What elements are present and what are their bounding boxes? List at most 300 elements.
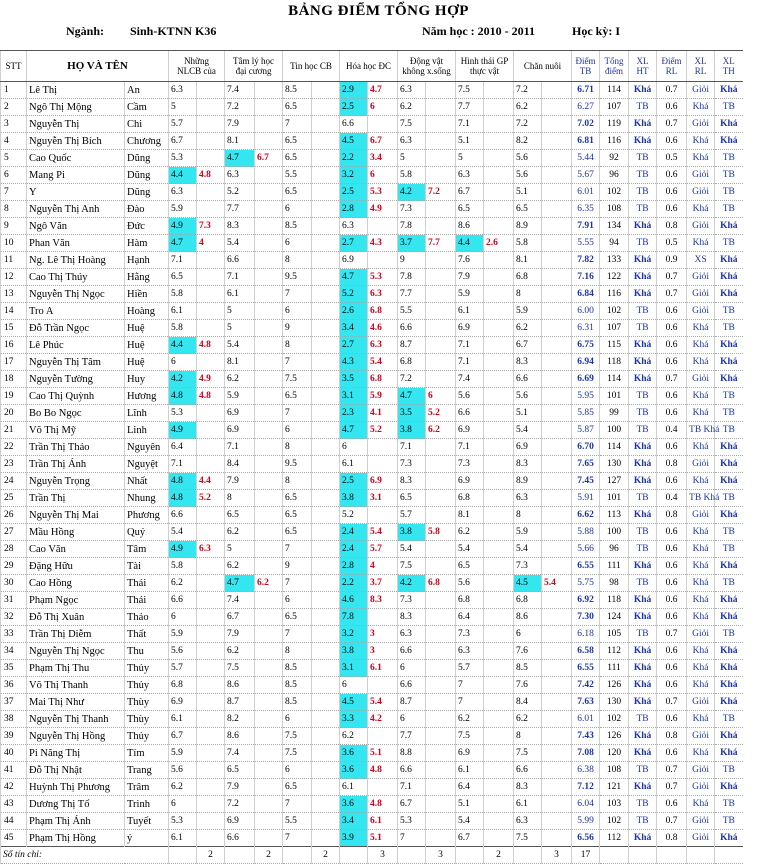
header-td: Tổng điểm <box>600 51 629 82</box>
score-dv: 5.3 <box>398 813 426 830</box>
retake-cn <box>542 660 572 677</box>
score-cn: 8 <box>514 507 542 524</box>
retake-tlh <box>255 694 283 711</box>
score-cn: 6 <box>514 626 542 643</box>
row-conduct-score: 0.7 <box>657 286 687 303</box>
retake-ht <box>484 320 514 337</box>
row-family-name: Mầu Hồng <box>27 524 125 541</box>
row-family-name: Nguyễn Thị Ngọc <box>27 286 125 303</box>
page-title: BẢNG ĐIỂM TỔNG HỢP <box>288 3 469 19</box>
row-rank-overall: TB <box>715 762 743 779</box>
retake-ht <box>484 694 514 711</box>
retake-nlcb <box>197 405 225 422</box>
retake-nlcb <box>197 626 225 643</box>
row-rank-conduct: Khá <box>687 524 715 541</box>
row-conduct-score: 0.6 <box>657 303 687 320</box>
retake-tlh <box>255 286 283 303</box>
row-avg: 6.81 <box>572 133 600 150</box>
retake-dv <box>426 626 456 643</box>
retake-ht <box>484 150 514 167</box>
retake-tlh <box>255 609 283 626</box>
retake-thcb <box>312 133 340 150</box>
score-nlcb: 6.5 <box>169 269 197 286</box>
row-given-name: Thái <box>125 575 169 592</box>
score-thcb: 9 <box>283 558 312 575</box>
row-rank-study: Khá <box>629 830 657 847</box>
table-row <box>1 507 771 524</box>
row-rank-conduct: Giỏi <box>687 779 715 796</box>
retake-cn <box>542 201 572 218</box>
row-given-name: Hoàng <box>125 303 169 320</box>
score-dv: 6.6 <box>398 320 426 337</box>
row-conduct-score: 0.8 <box>657 728 687 745</box>
score-cn: 6.9 <box>514 439 542 456</box>
row-rank-study: Khá <box>629 660 657 677</box>
row-rank-conduct: Khá <box>687 609 715 626</box>
retake-thcb <box>312 796 340 813</box>
row-conduct-score: 0.7 <box>657 694 687 711</box>
retake-thcb <box>312 337 340 354</box>
credit-nlcb: 2 <box>197 847 225 864</box>
row-given-name: Phương <box>125 507 169 524</box>
score-dv: 9 <box>398 252 426 269</box>
retake-cn <box>542 558 572 575</box>
score-nlcb: 4.8 <box>169 490 197 507</box>
table-row <box>1 796 771 813</box>
score-ht: 7.4 <box>456 371 484 388</box>
row-avg: 6.92 <box>572 592 600 609</box>
score-cn: 6.2 <box>514 320 542 337</box>
retake-nlcb <box>197 796 225 813</box>
row-rank-overall: Khá <box>715 609 743 626</box>
score-dv: 4.2 <box>398 184 426 201</box>
retake-cn <box>542 116 572 133</box>
row-family-name: Võ Thị Mỹ <box>27 422 125 439</box>
credit-total: 17 <box>572 847 600 864</box>
row-stt: 4 <box>1 133 27 150</box>
row-given-name: Tâm <box>125 541 169 558</box>
row-rank-study: Khá <box>629 507 657 524</box>
retake-dv <box>426 303 456 320</box>
row-rank-conduct: Giỏi <box>687 728 715 745</box>
score-nlcb: 5.3 <box>169 813 197 830</box>
row-family-name: Cao Hồng <box>27 575 125 592</box>
score-cn: 7.6 <box>514 677 542 694</box>
retake-nlcb: 4.8 <box>197 167 225 184</box>
retake-ht <box>484 677 514 694</box>
row-stt: 22 <box>1 439 27 456</box>
row-rank-overall: Khá <box>715 133 743 150</box>
row-conduct-score: 0.5 <box>657 235 687 252</box>
retake-ht <box>484 524 514 541</box>
row-given-name: Huệ <box>125 320 169 337</box>
row-rank-study: TB <box>629 813 657 830</box>
score-dv: 6.2 <box>398 99 426 116</box>
score-hh: 6.9 <box>340 252 368 269</box>
row-rank-conduct: Giỏi <box>687 82 715 99</box>
row-total: 94 <box>600 235 629 252</box>
score-tlh: 8 <box>225 490 255 507</box>
retake-dv: 6 <box>426 388 456 405</box>
retake-tlh <box>255 728 283 745</box>
retake-ht <box>484 796 514 813</box>
score-nlcb: 6.3 <box>169 82 197 99</box>
table-row <box>1 99 771 116</box>
retake-cn <box>542 507 572 524</box>
score-tlh: 8.2 <box>225 711 255 728</box>
row-total: 126 <box>600 677 629 694</box>
score-nlcb: 6.2 <box>169 575 197 592</box>
row-avg: 7.42 <box>572 677 600 694</box>
score-hh: 3.6 <box>340 762 368 779</box>
score-ht: 7.3 <box>456 626 484 643</box>
score-thcb: 8.5 <box>283 677 312 694</box>
major-label: Ngành: <box>66 24 105 38</box>
score-ht: 6.5 <box>456 201 484 218</box>
row-rank-overall: Khá <box>715 439 743 456</box>
score-ht: 7.9 <box>456 269 484 286</box>
row-rank-study: Khá <box>629 728 657 745</box>
retake-ht <box>484 337 514 354</box>
score-nlcb: 6.2 <box>169 779 197 796</box>
row-stt: 16 <box>1 337 27 354</box>
row-family-name: Bo Bo Ngọc <box>27 405 125 422</box>
row-given-name: Huy <box>125 371 169 388</box>
retake-cn <box>542 167 572 184</box>
row-conduct-score: 0.4 <box>657 490 687 507</box>
row-family-name: Trần Thị Thảo <box>27 439 125 456</box>
row-total: 126 <box>600 728 629 745</box>
row-stt: 39 <box>1 728 27 745</box>
score-tlh: 5.2 <box>225 184 255 201</box>
table-row <box>1 456 771 473</box>
row-rank-overall: Khá <box>715 677 743 694</box>
row-stt: 27 <box>1 524 27 541</box>
row-avg: 6.18 <box>572 626 600 643</box>
retake-dv <box>426 116 456 133</box>
score-dv: 6.3 <box>398 82 426 99</box>
retake-dv <box>426 269 456 286</box>
row-rank-overall: Khá <box>715 456 743 473</box>
row-avg: 6.84 <box>572 286 600 303</box>
retake-cn <box>542 677 572 694</box>
score-ht: 6.4 <box>456 779 484 796</box>
table-row <box>1 235 771 252</box>
retake-ht <box>484 167 514 184</box>
table-row <box>1 643 771 660</box>
row-rank-study: TB <box>629 711 657 728</box>
retake-hh: 3.1 <box>368 490 398 507</box>
score-thcb: 9 <box>283 320 312 337</box>
score-cn: 8.9 <box>514 218 542 235</box>
row-conduct-score: 0.6 <box>657 711 687 728</box>
school-year: Năm học : 2010 - 2011 <box>422 24 535 38</box>
retake-tlh <box>255 473 283 490</box>
table-row <box>1 184 771 201</box>
score-tlh: 6.6 <box>225 252 255 269</box>
score-ht: 8.1 <box>456 507 484 524</box>
score-thcb: 6.5 <box>283 490 312 507</box>
retake-thcb <box>312 320 340 337</box>
score-cn: 5.6 <box>514 150 542 167</box>
score-nlcb: 4.4 <box>169 337 197 354</box>
row-rank-conduct: Giỏi <box>687 116 715 133</box>
score-tlh: 7.7 <box>225 201 255 218</box>
retake-ht <box>484 592 514 609</box>
row-family-name: Tro A <box>27 303 125 320</box>
score-tlh: 6.6 <box>225 830 255 847</box>
row-avg: 7.63 <box>572 694 600 711</box>
score-thcb: 6 <box>283 303 312 320</box>
row-given-name: Đức <box>125 218 169 235</box>
retake-tlh <box>255 660 283 677</box>
score-cn: 6.6 <box>514 762 542 779</box>
score-tlh: 8.3 <box>225 218 255 235</box>
score-tlh: 4.7 <box>225 150 255 167</box>
header-thcb: Tin học CB <box>283 51 340 82</box>
retake-nlcb <box>197 609 225 626</box>
row-total: 118 <box>600 354 629 371</box>
retake-nlcb <box>197 99 225 116</box>
retake-thcb <box>312 422 340 439</box>
row-family-name: Mang Pi <box>27 167 125 184</box>
row-rank-overall: Khá <box>715 728 743 745</box>
row-rank-overall: TB <box>715 201 743 218</box>
row-avg: 5.44 <box>572 150 600 167</box>
score-cn: 6.3 <box>514 490 542 507</box>
score-nlcb: 5.8 <box>169 558 197 575</box>
row-rank-overall: Khá <box>715 286 743 303</box>
retake-hh <box>368 779 398 796</box>
row-total: 114 <box>600 82 629 99</box>
row-rank-study: TB <box>629 388 657 405</box>
row-rank-overall: TB <box>715 303 743 320</box>
score-tlh: 4.7 <box>225 575 255 592</box>
score-cn: 6.6 <box>514 371 542 388</box>
score-tlh: 8.4 <box>225 456 255 473</box>
score-dv: 8.7 <box>398 694 426 711</box>
row-conduct-score: 0.6 <box>657 660 687 677</box>
row-rank-study: TB <box>629 762 657 779</box>
row-stt: 5 <box>1 150 27 167</box>
row-rank-study: TB <box>629 626 657 643</box>
score-tlh: 7.2 <box>225 796 255 813</box>
score-dv: 6.8 <box>398 354 426 371</box>
retake-ht <box>484 218 514 235</box>
row-avg: 6.04 <box>572 796 600 813</box>
score-tlh: 7.9 <box>225 779 255 796</box>
score-hh: 3.4 <box>340 813 368 830</box>
retake-cn <box>542 99 572 116</box>
score-thcb: 7.5 <box>283 728 312 745</box>
score-ht: 6.7 <box>456 830 484 847</box>
retake-thcb <box>312 405 340 422</box>
row-family-name: Y <box>27 184 125 201</box>
score-cn: 5.1 <box>514 405 542 422</box>
score-dv: 7.5 <box>398 116 426 133</box>
row-conduct-score: 0.6 <box>657 405 687 422</box>
score-ht: 6.2 <box>456 524 484 541</box>
score-nlcb: 5.8 <box>169 286 197 303</box>
score-ht: 5.4 <box>456 813 484 830</box>
row-conduct-score: 0.6 <box>657 354 687 371</box>
retake-thcb <box>312 558 340 575</box>
row-stt: 17 <box>1 354 27 371</box>
row-given-name: Hương <box>125 388 169 405</box>
row-rank-conduct: Khá <box>687 354 715 371</box>
row-stt: 43 <box>1 796 27 813</box>
score-tlh: 6.2 <box>225 524 255 541</box>
score-hh: 2.6 <box>340 303 368 320</box>
retake-hh <box>368 677 398 694</box>
retake-tlh <box>255 235 283 252</box>
retake-cn <box>542 303 572 320</box>
score-dv: 3.8 <box>398 524 426 541</box>
retake-hh: 5.3 <box>368 269 398 286</box>
row-given-name: ý <box>125 830 169 847</box>
retake-dv <box>426 558 456 575</box>
retake-hh <box>368 456 398 473</box>
row-avg: 5.85 <box>572 405 600 422</box>
retake-nlcb <box>197 575 225 592</box>
score-dv: 6.6 <box>398 643 426 660</box>
retake-tlh <box>255 558 283 575</box>
row-family-name: Lê Thị <box>27 82 125 99</box>
retake-cn <box>542 422 572 439</box>
retake-dv <box>426 99 456 116</box>
row-family-name: Phạm Thị Thu <box>27 660 125 677</box>
score-nlcb: 6 <box>169 609 197 626</box>
retake-dv: 5.2 <box>426 405 456 422</box>
retake-thcb <box>312 116 340 133</box>
row-conduct-score: 0.7 <box>657 269 687 286</box>
score-tlh: 8.1 <box>225 354 255 371</box>
row-rank-overall: Khá <box>715 82 743 99</box>
score-thcb: 7.5 <box>283 371 312 388</box>
score-ht: 7.1 <box>456 337 484 354</box>
row-avg: 6.31 <box>572 320 600 337</box>
row-rank-conduct: Khá <box>687 99 715 116</box>
row-family-name: Cao Văn <box>27 541 125 558</box>
row-conduct-score: 0.6 <box>657 473 687 490</box>
row-total: 112 <box>600 830 629 847</box>
score-hh: 2.3 <box>340 405 368 422</box>
row-family-name: Nguyễn Trọng <box>27 473 125 490</box>
retake-dv <box>426 439 456 456</box>
table-row <box>1 320 771 337</box>
score-cn: 5.6 <box>514 167 542 184</box>
row-given-name: Hằng <box>125 269 169 286</box>
retake-tlh <box>255 201 283 218</box>
row-family-name: Nguyễn Thị Tâm <box>27 354 125 371</box>
score-nlcb: 4.8 <box>169 473 197 490</box>
row-given-name: Dũng <box>125 167 169 184</box>
row-total: 100 <box>600 422 629 439</box>
row-rank-overall: TB <box>715 388 743 405</box>
score-thcb: 6.5 <box>283 507 312 524</box>
retake-cn: 5.4 <box>542 575 572 592</box>
row-total: 134 <box>600 218 629 235</box>
score-thcb: 8 <box>283 252 312 269</box>
retake-dv <box>426 507 456 524</box>
retake-nlcb <box>197 813 225 830</box>
row-given-name: Trang <box>125 762 169 779</box>
retake-thcb <box>312 99 340 116</box>
retake-cn <box>542 796 572 813</box>
score-ht: 7.3 <box>456 456 484 473</box>
row-conduct-score: 0.6 <box>657 388 687 405</box>
table-row <box>1 813 771 830</box>
row-given-name: Thủy <box>125 677 169 694</box>
row-rank-study: Khá <box>629 745 657 762</box>
retake-nlcb: 6.3 <box>197 541 225 558</box>
retake-thcb <box>312 218 340 235</box>
score-dv: 5.7 <box>398 507 426 524</box>
score-nlcb: 6.6 <box>169 592 197 609</box>
score-hh: 2.9 <box>340 82 368 99</box>
table-row <box>1 694 771 711</box>
score-tlh: 5.9 <box>225 388 255 405</box>
row-total: 103 <box>600 796 629 813</box>
row-rank-conduct: Khá <box>687 677 715 694</box>
retake-tlh <box>255 82 283 99</box>
row-family-name: Nguyễn Thị Mai <box>27 507 125 524</box>
retake-thcb <box>312 813 340 830</box>
row-given-name: Chi <box>125 116 169 133</box>
row-avg: 6.00 <box>572 303 600 320</box>
row-avg: 7.02 <box>572 116 600 133</box>
retake-nlcb <box>197 728 225 745</box>
score-ht: 6.8 <box>456 592 484 609</box>
row-rank-conduct: Khá <box>687 711 715 728</box>
score-nlcb: 4.9 <box>169 541 197 558</box>
score-dv: 6.6 <box>398 677 426 694</box>
row-conduct-score: 0.6 <box>657 201 687 218</box>
retake-thcb <box>312 677 340 694</box>
retake-tlh <box>255 252 283 269</box>
score-thcb: 5.5 <box>283 167 312 184</box>
score-dv: 6.6 <box>398 762 426 779</box>
score-ht: 7.6 <box>456 252 484 269</box>
score-nlcb: 5.8 <box>169 320 197 337</box>
score-hh: 3.6 <box>340 745 368 762</box>
row-stt: 1 <box>1 82 27 99</box>
score-cn: 6.8 <box>514 592 542 609</box>
row-conduct-score: 0.8 <box>657 218 687 235</box>
row-rank-study: TB <box>629 320 657 337</box>
retake-thcb <box>312 541 340 558</box>
row-avg: 5.99 <box>572 813 600 830</box>
retake-nlcb <box>197 422 225 439</box>
retake-ht <box>484 133 514 150</box>
retake-ht <box>484 507 514 524</box>
row-rank-conduct: Khá <box>687 558 715 575</box>
row-given-name: Thùy <box>125 694 169 711</box>
score-nlcb: 6.6 <box>169 507 197 524</box>
row-rank-study: Khá <box>629 337 657 354</box>
retake-nlcb <box>197 779 225 796</box>
retake-ht <box>484 711 514 728</box>
score-thcb: 8 <box>283 439 312 456</box>
row-rank-conduct: Khá <box>687 405 715 422</box>
score-hh: 6.3 <box>340 218 368 235</box>
retake-ht <box>484 558 514 575</box>
score-thcb: 6 <box>283 201 312 218</box>
retake-ht <box>484 575 514 592</box>
score-cn: 7.5 <box>514 830 542 847</box>
score-thcb: 6.5 <box>283 779 312 796</box>
score-cn: 5.4 <box>514 541 542 558</box>
